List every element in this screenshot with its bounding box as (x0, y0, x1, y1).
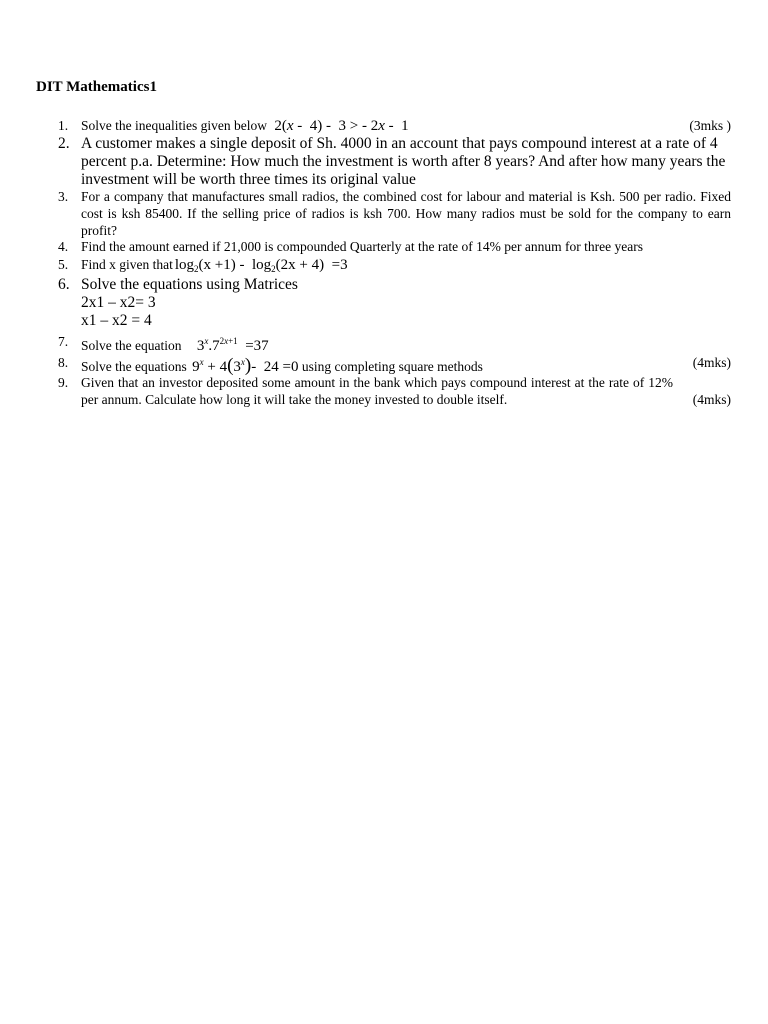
question-text: Solve the equation (81, 338, 182, 353)
question-text-after: using completing square methods (301, 359, 483, 374)
question-number: 7. (58, 334, 69, 349)
question-text: Find the amount earned if 21,000 is compounded Quarterly at the rate of 14% per annum for three years (81, 239, 643, 254)
question-body (81, 354, 731, 376)
marks-label: (4mks) (692, 355, 731, 370)
question-number: 8. (58, 355, 69, 370)
question-number: 1. (58, 118, 69, 133)
question-body (81, 256, 731, 278)
marks-label: (3mks ) (689, 118, 731, 133)
document-title: DIT Mathematics1 (36, 79, 157, 95)
question-text: A customer makes a single deposit of Sh. 4000 in an account that pays compound interest at a rate of 4 percent p.a. Determine: How much the investment is worth after 8 years? And after how many years the investment will be worth three times its original value (81, 135, 726, 188)
matrix-equation-1: 2x1 – x2= 3 (81, 294, 156, 311)
quadratic-exponential-equation: $9^x + 4(3^x)-$ 24 =0 (192, 355, 299, 376)
question-number: 5. (58, 257, 69, 272)
marks-label: (4mks) (692, 392, 731, 407)
question-text-before: Solve the equations (81, 359, 187, 374)
question-text-content: Given that an investor deposited some amount in the bank which pays compound interest at the rate of 12% per annum. Calculate how long it will take the money invested to double itself. (81, 375, 673, 407)
question-body (81, 276, 731, 330)
question-number: 4. (58, 239, 69, 254)
exponential-equation: $3^x.7^{2x+1} =37$ (196, 336, 269, 354)
question-body (81, 117, 731, 135)
question-number: 9. (58, 375, 69, 390)
question-text: Find x given that (81, 257, 173, 272)
question-number: 2. (58, 135, 70, 152)
question-text: For a company that manufactures small radios, the combined cost for labour and material is Ksh. 500 per radio. Fixed cost is ksh 85400. If the selling price of radios is ksh 700. How many radios must be sold for the company to earn profit? (81, 189, 731, 238)
question-text (81, 374, 673, 408)
question-number: 6. (58, 276, 70, 293)
question-number: 3. (58, 189, 69, 204)
question-text: Solve the inequalities given below (81, 118, 267, 133)
log-equation: $\log_2(x +1) - \log_2(2x + 4) =3$ (174, 257, 348, 274)
question-body (81, 333, 731, 355)
question-text: Solve the equations using Matrices (81, 276, 298, 293)
inequality-expression: 2(x - 4) - 3 > - 2x - 1 (274, 118, 409, 134)
matrix-equation-2: x1 – x2 = 4 (81, 312, 152, 329)
